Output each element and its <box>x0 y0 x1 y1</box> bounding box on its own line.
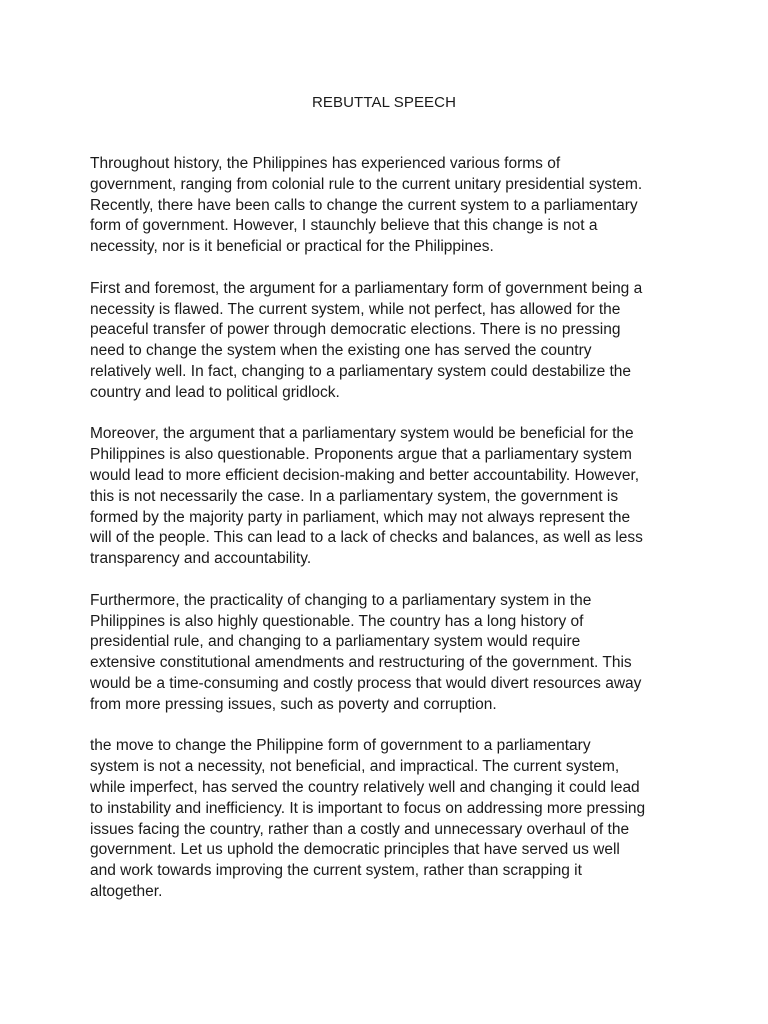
paragraph-necessity: First and foremost, the argument for a parliamentary form of government being a necessity is flawed. The current system, while not perfect, has allowed for the peaceful transfer of power through democratic elections. There is no pressing need to change the system when the existing one has served the country relatively well. In fact, changing to a parliamentary system could destabilize the country and lead to political gridlock. <box>90 279 643 401</box>
document-title: REBUTTAL SPEECH <box>311 94 457 111</box>
document-body <box>90 154 680 923</box>
paragraph-introduction: Throughout history, the Philippines has experienced various forms of government, ranging from colonial rule to the current unitary presidential system. Recently, there have been calls to change the current system to a parliamentary form of government. However, I staunchly believe that this change is not a necessity, nor is it beneficial or practical for the Philippines. <box>90 155 643 256</box>
paragraph-practicality: Furthermore, the practicality of changing to a parliamentary system in the Philippines is also highly questionable. The country has a long history of presidential rule, and changing to a parliamentary system would require extensive constitutional amendments and restructuring of the government. This would be a time-consuming and costly process that would divert resources away from more pressing issues, such as poverty and corruption. <box>90 591 642 713</box>
paragraph-benefit: Moreover, the argument that a parliamentary system would be beneficial for the Philippines is also questionable. Proponents argue that a parliamentary system would lead to more efficient decision-making and better accountability. However, this is not necessarily the case. In a parliamentary system, the government is formed by the majority party in parliament, which may not always represent the will of the people. This can lead to a lack of checks and balances, as well as less transparency and accountability. <box>90 425 643 568</box>
paragraph-conclusion: the move to change the Philippine form of government to a parliamentary system is not a necessity, not beneficial, and impractical. The current system, while imperfect, has served the country relatively well and changing it could lead to instability and inefficiency. It is important to focus on addressing more pressing issues facing the country, rather than a costly and unnecessary overhaul of the government. Let us uphold the democratic principles that have served us well and work towards improving the current system, rather than scrapping it altogether. <box>90 737 646 900</box>
